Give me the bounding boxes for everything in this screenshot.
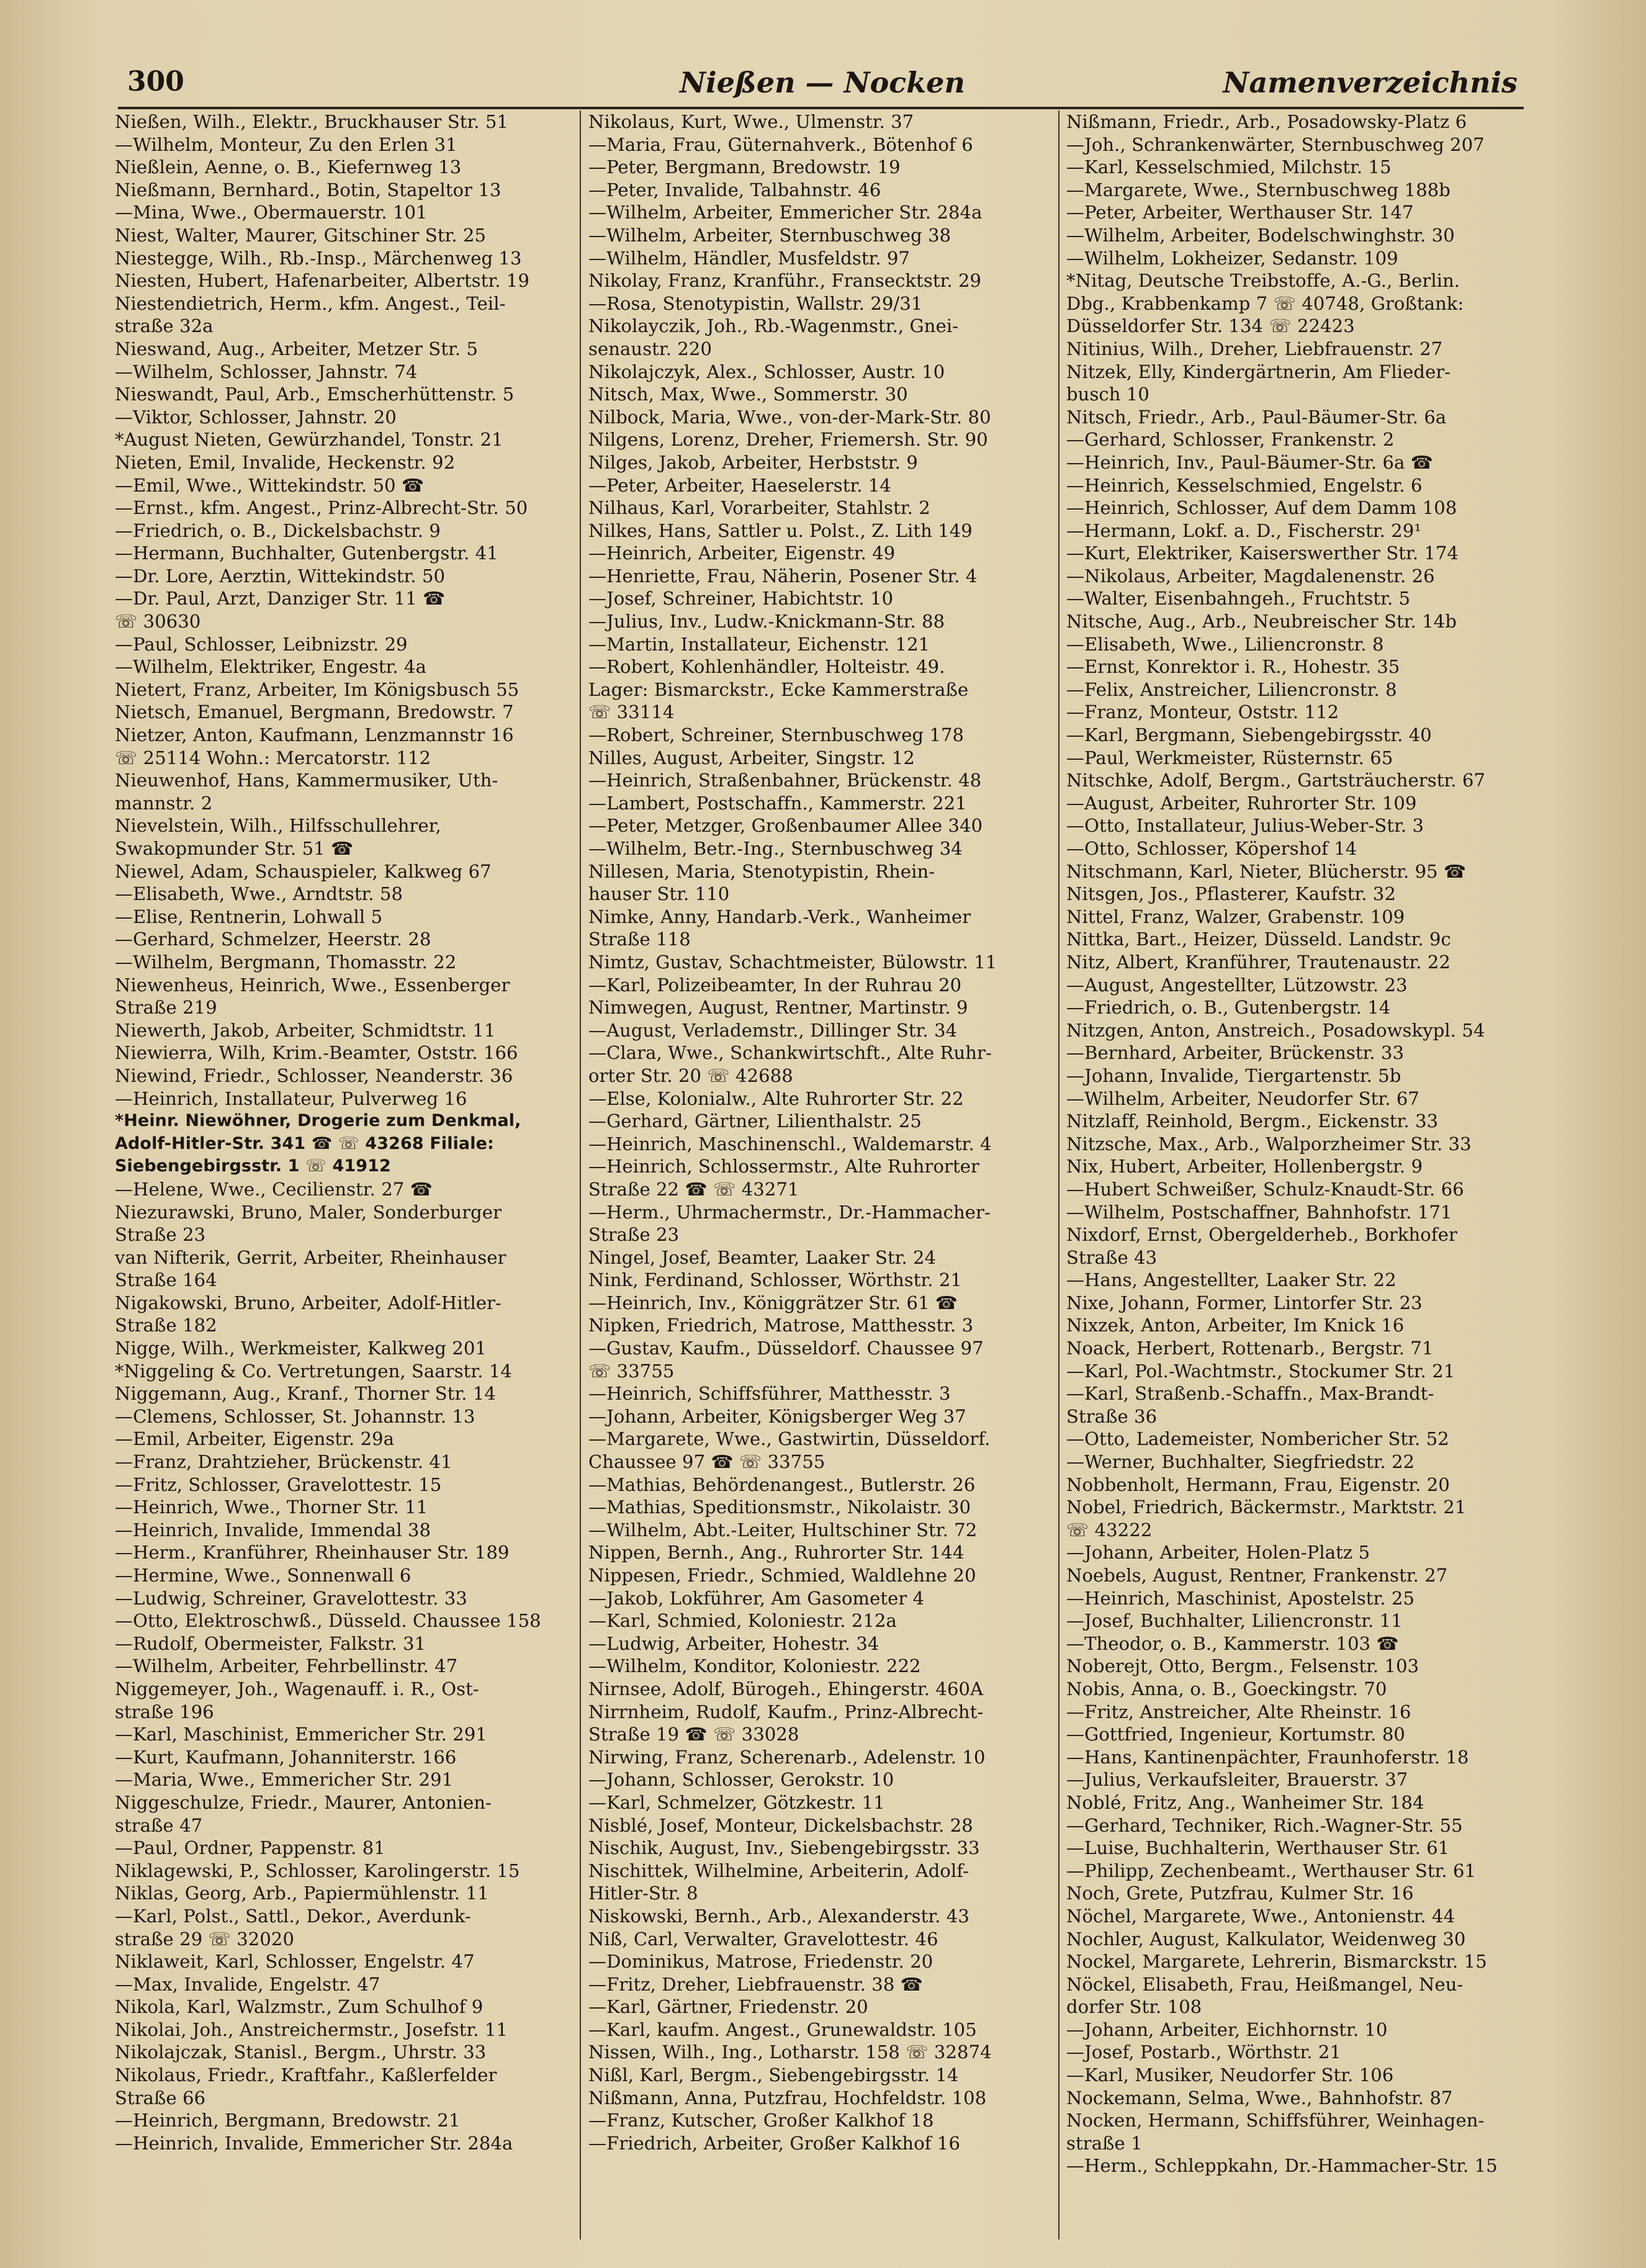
directory-entry-line: Nigge, Wilh., Werkmeister, Kalkweg 201 [115, 1338, 487, 1359]
directory-entry-line: —Peter, Metzger, Großenbaumer Allee 340 [588, 815, 983, 837]
directory-entry-line: dorfer Str. 108 [1066, 1996, 1202, 2018]
directory-entry-line: —Kurt, Kaufmann, Johanniterstr. 166 [115, 1746, 457, 1768]
directory-entry-line: Nitzsche, Max., Arb., Walporzheimer Str. 33 [1066, 1133, 1472, 1154]
column-left [115, 110, 571, 2246]
directory-entry-line: —Robert, Kohlenhändler, Holteistr. 49. [588, 656, 945, 678]
directory-entry-line: —August, Verlademstr., Dillinger Str. 34 [588, 1019, 958, 1041]
directory-entry-line: —Peter, Bergmann, Bredowstr. 19 [588, 156, 901, 178]
directory-entry-line: Niggemann, Aug., Kranf., Thorner Str. 14 [115, 1383, 497, 1405]
directory-entry-line: Nisblé, Josef, Monteur, Dickelsbachstr. 28 [588, 1814, 973, 1836]
column-divider [1058, 110, 1059, 2239]
directory-entry-line: Nippesen, Friedr., Schmied, Waldlehne 20 [588, 1565, 976, 1586]
directory-entry-line: —Heinrich, Maschinenschl., Waldemarstr. 4 [588, 1133, 992, 1154]
directory-entry-line: Niestendietrich, Herm., kfm. Angest., Teil- [115, 292, 506, 314]
directory-entry-line: —Friedrich, o. B., Dickelsbachstr. 9 [115, 520, 441, 541]
page-number: 300 [127, 66, 184, 97]
directory-entry-line: —Clemens, Schlosser, St. Johannstr. 13 [115, 1405, 475, 1427]
directory-entry-line: —Wilhelm, Konditor, Koloniestr. 222 [588, 1655, 921, 1677]
directory-entry-line: mannstr. 2 [115, 792, 213, 814]
directory-entry-line: Straße 36 [1066, 1405, 1158, 1427]
directory-entry-line: —Karl, Straßenb.-Schaffn., Max-Brandt- [1066, 1383, 1434, 1405]
directory-entry-line: —Gerhard, Schlosser, Frankenstr. 2 [1066, 429, 1395, 451]
directory-entry-line: —Hermine, Wwe., Sonnenwall 6 [115, 1565, 412, 1586]
directory-entry-line: straße 29 ☏ 32020 [115, 1928, 294, 1950]
directory-entry-line: —Karl, Schmelzer, Götzkestr. 11 [588, 1791, 885, 1813]
directory-entry-line: straße 1 [1066, 2132, 1143, 2154]
directory-entry-line: Nieten, Emil, Invalide, Heckenstr. 92 [115, 451, 456, 473]
directory-entry-line: Nitz, Albert, Kranführer, Trautenaustr. 22 [1066, 951, 1451, 973]
directory-entry-line: Nippen, Bernh., Ang., Ruhrorter Str. 144 [588, 1542, 965, 1564]
directory-entry-line: —Fritz, Dreher, Liebfrauenstr. 38 ☎ [588, 1973, 923, 1995]
directory-entry-line: Niestegge, Wilh., Rb.-Insp., Märchenweg 13 [115, 247, 522, 269]
directory-entry-line: Nimke, Anny, Handarb.-Verk., Wanheimer [588, 906, 971, 927]
directory-entry-line: Nillesen, Maria, Stenotypistin, Rhein- [588, 860, 935, 882]
directory-entry-line: Niewenheus, Heinrich, Wwe., Essenberger [115, 974, 510, 996]
directory-entry-line: ☏ 33755 [588, 1360, 675, 1382]
directory-entry-line: —Karl, Kesselschmied, Milchstr. 15 [1066, 156, 1392, 178]
directory-entry-line: —Paul, Werkmeister, Rüsternstr. 65 [1066, 747, 1393, 768]
directory-entry-line: Niewind, Friedr., Schlosser, Neanderstr. 36 [115, 1064, 513, 1086]
directory-entry-line: Nilkes, Hans, Sattler u. Polst., Z. Lith 149 [588, 520, 973, 541]
directory-entry-line: —Elisabeth, Wwe., Arndtstr. 58 [115, 883, 403, 905]
directory-entry-line: Niskowski, Bernh., Arb., Alexanderstr. 43 [588, 1905, 969, 1927]
directory-entry-line: Nikolajczak, Stanisl., Bergm., Uhrstr. 33 [115, 2041, 487, 2063]
directory-entry-line: Dbg., Krabbenkamp 7 ☏ 40748, Großtank: [1066, 292, 1464, 314]
directory-entry-line: —Gustav, Kaufm., Düsseldorf. Chaussee 97 [588, 1338, 984, 1359]
directory-entry-line: —Heinrich, Wwe., Thorner Str. 11 [115, 1496, 428, 1518]
directory-entry-line: —Ludwig, Schreiner, Gravelottestr. 33 [115, 1587, 467, 1609]
directory-entry-line: —Josef, Buchhalter, Liliencronstr. 11 [1066, 1610, 1403, 1632]
directory-entry-line: Nirrnheim, Rudolf, Kaufm., Prinz-Albrecht- [588, 1701, 984, 1722]
directory-entry-line: —Joh., Schrankenwärter, Sternbuschweg 207 [1066, 133, 1485, 155]
directory-entry-line: *Niggeling & Co. Vertretungen, Saarstr. 14 [115, 1360, 512, 1382]
directory-entry-line: Chaussee 97 ☎ ☏ 33755 [588, 1451, 825, 1473]
directory-entry-line: Nobbenholt, Hermann, Frau, Eigenstr. 20 [1066, 1474, 1450, 1495]
directory-entry-line: *Nitag, Deutsche Treibstoffe, A.-G., Berlin. [1066, 270, 1460, 292]
directory-entry-line: —Wilhelm, Abt.-Leiter, Hultschiner Str. 72 [588, 1519, 978, 1541]
directory-entry-line: —Heinrich, Installateur, Pulverweg 16 [115, 1087, 467, 1109]
directory-entry-line: Nilbock, Maria, Wwe., von-der-Mark-Str. 80 [588, 406, 991, 428]
directory-entry-line: Nitzlaff, Reinhold, Bergm., Eickenstr. 33 [1066, 1110, 1439, 1132]
directory-entry-line: Nilgens, Lorenz, Dreher, Friemersh. Str. 90 [588, 429, 988, 451]
directory-entry-line: Nixdorf, Ernst, Obergelderheb., Borkhofer [1066, 1224, 1457, 1246]
directory-entry-line: —Herm., Schleppkahn, Dr.-Hammacher-Str. 15 [1066, 2155, 1498, 2177]
directory-entry-line: —Wilhelm, Betr.-Ing., Sternbuschweg 34 [588, 838, 963, 859]
directory-entry-line: Noblé, Fritz, Ang., Wanheimer Str. 184 [1066, 1791, 1424, 1813]
directory-entry-line: ☏ 30630 [115, 611, 201, 632]
directory-entry-line: ☏ 33114 [588, 701, 675, 723]
directory-entry-line: Nikolai, Joh., Anstreichermstr., Josefstr. 11 [115, 2018, 508, 2040]
directory-entry-line: Nilles, August, Arbeiter, Singstr. 12 [588, 747, 915, 768]
directory-entry-line: Nixe, Johann, Former, Lintorfer Str. 23 [1066, 1292, 1423, 1313]
directory-entry-line: senaustr. 220 [588, 338, 712, 359]
directory-entry-line: —Ernst, Konrektor i. R., Hohestr. 35 [1066, 656, 1400, 678]
directory-entry-line: —Wilhelm, Arbeiter, Sternbuschweg 38 [588, 224, 951, 246]
directory-entry-line: —Dr. Paul, Arzt, Danziger Str. 11 ☎ [115, 588, 446, 610]
directory-entry-line: —Ernst., kfm. Angest., Prinz-Albrecht-Str. 50 [115, 497, 528, 519]
directory-entry-line: straße 47 [115, 1814, 203, 1836]
directory-entry-line: Nochler, August, Kalkulator, Weidenweg 30 [1066, 1928, 1466, 1950]
directory-entry-line: Nischik, August, Inv., Siebengebirgsstr. 33 [588, 1837, 980, 1859]
directory-entry-line: —Clara, Wwe., Schankwirtschft., Alte Ruhr- [588, 1042, 992, 1064]
directory-entry-line: ☏ 25114 Wohn.: Mercatorstr. 112 [115, 747, 431, 768]
directory-entry-line: —Friedrich, o. B., Gutenbergstr. 14 [1066, 997, 1391, 1019]
directory-entry-line: Swakopmunder Str. 51 ☎ [115, 838, 354, 859]
directory-entry-line: Niklaweit, Karl, Schlosser, Engelstr. 47 [115, 1951, 475, 1973]
directory-entry-line: Nikola, Karl, Walzmstr., Zum Schulhof 9 [115, 1996, 483, 2018]
column-divider [580, 110, 581, 2239]
directory-entry-line: —Franz, Kutscher, Großer Kalkhof 18 [588, 2110, 934, 2131]
directory-entry-line: Nitschmann, Karl, Nieter, Blücherstr. 95 ☎ [1066, 860, 1467, 882]
directory-entry-line: Straße 182 [115, 1315, 217, 1336]
directory-entry-line: —Johann, Arbeiter, Eichhornstr. 10 [1066, 2018, 1388, 2040]
directory-entry-line: —Mathias, Behördenangest., Butlerstr. 26 [588, 1474, 976, 1495]
directory-entry-line: Nißl, Karl, Bergm., Siebengebirgsstr. 14 [588, 2064, 959, 2086]
directory-entry-line: Nievelstein, Wilh., Hilfsschullehrer, [115, 815, 441, 837]
directory-entry-line: —Otto, Schlosser, Köpershof 14 [1066, 838, 1357, 859]
directory-entry-line: straße 196 [115, 1701, 214, 1722]
directory-entry-line: —Max, Invalide, Engelstr. 47 [115, 1973, 380, 1995]
directory-entry-line: —Gerhard, Schmelzer, Heerstr. 28 [115, 929, 431, 950]
directory-entry-line: Niewel, Adam, Schauspieler, Kalkweg 67 [115, 860, 492, 882]
directory-entry-line: —Gerhard, Techniker, Rich.-Wagner-Str. 55 [1066, 1814, 1463, 1836]
directory-entry-line: —Werner, Buchhalter, Siegfriedstr. 22 [1066, 1451, 1415, 1473]
directory-entry-line: Nikolajczyk, Alex., Schlosser, Austr. 10 [588, 361, 945, 382]
directory-entry-line: —Franz, Monteur, Oststr. 112 [1066, 701, 1339, 723]
directory-entry-line: —Heinrich, Bergmann, Bredowstr. 21 [115, 2110, 461, 2131]
directory-entry-line: —Philipp, Zechenbeamt., Werthauser Str. 61 [1066, 1860, 1477, 1881]
directory-entry-line: —Hubert Schweißer, Schulz-Knaudt-Str. 66 [1066, 1178, 1464, 1200]
directory-entry-line: —Heinrich, Invalide, Immendal 38 [115, 1519, 431, 1541]
directory-entry-line: Straße 23 [115, 1224, 206, 1246]
directory-entry-line: hauser Str. 110 [588, 883, 730, 905]
directory-entry-line: Nix, Hubert, Arbeiter, Hollenbergstr. 9 [1066, 1156, 1423, 1177]
directory-entry-line: —Karl, Schmied, Koloniestr. 212a [588, 1610, 897, 1632]
directory-entry-line: —Josef, Schreiner, Habichtstr. 10 [588, 588, 894, 610]
directory-entry-line: —Wilhelm, Bergmann, Thomasstr. 22 [115, 951, 457, 973]
directory-entry-line: Niest, Walter, Maurer, Gitschiner Str. 25 [115, 224, 487, 246]
directory-entry-line: Düsseldorfer Str. 134 ☏ 22423 [1066, 315, 1355, 337]
directory-entry-line: —Luise, Buchhalterin, Werthauser Str. 61 [1066, 1837, 1450, 1859]
directory-entry-line: —Rudolf, Obermeister, Falkstr. 31 [115, 1632, 426, 1654]
directory-entry-line: —Jakob, Lokführer, Am Gasometer 4 [588, 1587, 925, 1609]
directory-entry-line: —Hans, Kantinenpächter, Fraunhoferstr. 18 [1066, 1746, 1469, 1768]
directory-entry-line: Straße 43 [1066, 1246, 1158, 1268]
directory-entry-line: *Heinr. Niewöhner, Drogerie zum Denkmal, [115, 1111, 521, 1131]
section-title: Namenverzeichnis [1223, 66, 1518, 99]
directory-entry-line: —Else, Kolonialw., Alte Ruhrorter Str. 22 [588, 1087, 964, 1109]
directory-entry-line: —Martin, Installateur, Eichenstr. 121 [588, 633, 930, 655]
directory-entry-line: Nimwegen, August, Rentner, Martinstr. 9 [588, 997, 968, 1019]
directory-entry-line: Nießen, Wilh., Elektr., Bruckhauser Str. 51 [115, 111, 509, 132]
directory-entry-line: —Kurt, Elektriker, Kaiserswerther Str. 174 [1066, 542, 1459, 564]
directory-entry-line: —Margarete, Wwe., Gastwirtin, Düsseldorf. [588, 1428, 991, 1450]
directory-entry-line: —Viktor, Schlosser, Jahnstr. 20 [115, 406, 397, 428]
directory-entry-line: Niezurawski, Bruno, Maler, Sonderburger [115, 1201, 502, 1223]
directory-entry-line: —Wilhelm, Arbeiter, Emmericher Str. 284a [588, 202, 983, 223]
directory-entry-line: —Julius, Verkaufsleiter, Brauerstr. 37 [1066, 1769, 1408, 1791]
directory-entry-line: —Emil, Wwe., Wittekindstr. 50 ☎ [115, 474, 425, 496]
directory-entry-line: Nobis, Anna, o. B., Goeckingstr. 70 [1066, 1678, 1387, 1699]
directory-entry-line: Nobel, Friedrich, Bäckermstr., Marktstr. 21 [1066, 1496, 1467, 1518]
directory-entry-line: —Fritz, Schlosser, Gravelottestr. 15 [115, 1474, 442, 1495]
directory-entry-line: Straße 118 [588, 929, 691, 950]
directory-entry-line: orter Str. 20 ☏ 42688 [588, 1064, 793, 1086]
column-middle [588, 110, 1051, 2246]
directory-entry-line: Noack, Herbert, Rottenarb., Bergstr. 71 [1066, 1338, 1434, 1359]
directory-entry-line: Niewerth, Jakob, Arbeiter, Schmidtstr. 11 [115, 1019, 496, 1041]
directory-entry-line: —Mina, Wwe., Obermauerstr. 101 [115, 202, 428, 223]
directory-entry-line: —Bernhard, Arbeiter, Brückenstr. 33 [1066, 1042, 1405, 1064]
directory-entry-line: —Ludwig, Arbeiter, Hohestr. 34 [588, 1632, 879, 1654]
directory-entry-line: —Helene, Wwe., Cecilienstr. 27 ☎ [115, 1178, 433, 1200]
directory-entry-line: Nitsgen, Jos., Pflasterer, Kaufstr. 32 [1066, 883, 1396, 905]
directory-entry-line: Nittka, Bart., Heizer, Düsseld. Landstr. 9c [1066, 929, 1451, 950]
directory-entry-line: Nißmann, Anna, Putzfrau, Hochfeldstr. 108 [588, 2087, 987, 2108]
directory-entry-line: —Henriette, Frau, Näherin, Posener Str. 4 [588, 565, 978, 587]
directory-entry-line: —Hans, Angestellter, Laaker Str. 22 [1066, 1269, 1396, 1291]
directory-entry-line: —Nikolaus, Arbeiter, Magdalenenstr. 26 [1066, 565, 1435, 587]
directory-entry-line: —Hermann, Lokf. a. D., Fischerstr. 29¹ [1066, 520, 1422, 541]
directory-entry-line: Adolf-Hitler-Str. 341 ☎ ☏ 43268 Filiale: [115, 1133, 494, 1153]
directory-entry-line: Nittel, Franz, Walzer, Grabenstr. 109 [1066, 906, 1405, 927]
directory-entry-line: busch 10 [1066, 384, 1149, 405]
directory-entry-line: Nixzek, Anton, Arbeiter, Im Knick 16 [1066, 1315, 1405, 1336]
directory-entry-line: Niggeschulze, Friedr., Maurer, Antonien- [115, 1791, 492, 1813]
directory-entry-line: Nitschke, Adolf, Bergm., Gartsträucherstr. 67 [1066, 770, 1486, 791]
directory-entry-line: Nimtz, Gustav, Schachtmeister, Bülowstr. 11 [588, 951, 997, 973]
directory-entry-line: Nikolaus, Friedr., Kraftfahr., Kaßlerfelder [115, 2064, 497, 2086]
column-right [1066, 110, 1529, 2246]
directory-entry-line: Nilhaus, Karl, Vorarbeiter, Stahlstr. 2 [588, 497, 930, 519]
directory-entry-line: Noebels, August, Rentner, Frankenstr. 27 [1066, 1565, 1448, 1586]
directory-entry-line: —Felix, Anstreicher, Liliencronstr. 8 [1066, 678, 1397, 700]
directory-entry-line: Nitzek, Elly, Kindergärtnerin, Am Flieder- [1066, 361, 1451, 382]
directory-entry-line: —Karl, Polst., Sattl., Dekor., Averdunk- [115, 1905, 471, 1927]
directory-entry-line: —Karl, Musiker, Neudorfer Str. 106 [1066, 2064, 1394, 2086]
directory-entry-line: —Wilhelm, Lokheizer, Sedanstr. 109 [1066, 247, 1398, 269]
directory-entry-line: —Theodor, o. B., Kammerstr. 103 ☎ [1066, 1632, 1399, 1654]
directory-entry-line: —Otto, Lademeister, Nombericher Str. 52 [1066, 1428, 1449, 1450]
directory-entry-line: —Karl, Pol.-Wachtmstr., Stockumer Str. 21 [1066, 1360, 1455, 1382]
directory-entry-line: —Karl, Maschinist, Emmericher Str. 291 [115, 1724, 487, 1745]
directory-entry-line: —Maria, Frau, Güternahverk., Bötenhof 6 [588, 133, 973, 155]
directory-entry-line: Nieswandt, Paul, Arb., Emscherhüttenstr. 5 [115, 384, 515, 405]
directory-entry-line: —Gottfried, Ingenieur, Kortumstr. 80 [1066, 1724, 1405, 1745]
directory-entry-line: Straße 23 [588, 1224, 680, 1246]
directory-entry-line: Nißmann, Friedr., Arb., Posadowsky-Platz 6 [1066, 111, 1467, 132]
directory-entry-line: —Maria, Wwe., Emmericher Str. 291 [115, 1769, 454, 1791]
directory-entry-line: —Robert, Schreiner, Sternbuschweg 178 [588, 724, 965, 746]
directory-entry-line: Niß, Carl, Verwalter, Gravelottestr. 46 [588, 1928, 938, 1950]
directory-entry-line: Nietzer, Anton, Kaufmann, Lenzmannstr 16 [115, 724, 514, 746]
directory-entry-line: —Karl, kaufm. Angest., Grunewaldstr. 105 [588, 2018, 977, 2040]
directory-entry-line: —Heinrich, Schlossermstr., Alte Ruhrorter [588, 1156, 979, 1177]
directory-entry-line: Nietsch, Emanuel, Bergmann, Bredowstr. 7 [115, 701, 514, 723]
directory-entry-line: Nilges, Jakob, Arbeiter, Herbststr. 9 [588, 451, 918, 473]
directory-entry-line: —Heinrich, Inv., Paul-Bäumer-Str. 6a ☎ [1066, 451, 1433, 473]
header-rule [118, 107, 1524, 109]
directory-entry-line: Nikolayczik, Joh., Rb.-Wagenmstr., Gnei- [588, 315, 959, 337]
directory-entry-line: Noch, Grete, Putzfrau, Kulmer Str. 16 [1066, 1883, 1414, 1904]
directory-entry-line: —August, Angestellter, Lützowstr. 23 [1066, 974, 1408, 996]
directory-entry-line: Nießmann, Bernhard., Botin, Stapeltor 13 [115, 179, 501, 200]
directory-entry-line: —Heinrich, Straßenbahner, Brückenstr. 48 [588, 770, 982, 791]
directory-entry-line: Nitzgen, Anton, Anstreich., Posadowskypl. 54 [1066, 1019, 1485, 1041]
directory-entry-line: Nirnsee, Adolf, Bürogeh., Ehingerstr. 460A [588, 1678, 984, 1699]
directory-entry-line: Hitler-Str. 8 [588, 1883, 698, 1904]
directory-entry-line: *August Nieten, Gewürzhandel, Tonstr. 21 [115, 429, 503, 451]
directory-entry-line: Nigakowski, Bruno, Arbeiter, Adolf-Hitler- [115, 1292, 501, 1313]
directory-entry-line: —Dr. Lore, Aerztin, Wittekindstr. 50 [115, 565, 446, 587]
directory-entry-line: —Fritz, Anstreicher, Alte Rheinstr. 16 [1066, 1701, 1411, 1722]
directory-entry-line: —Franz, Drahtzieher, Brückenstr. 41 [115, 1451, 452, 1473]
directory-entry-line: Ningel, Josef, Beamter, Laaker Str. 24 [588, 1246, 937, 1268]
directory-entry-line: Straße 164 [115, 1269, 217, 1291]
directory-entry-line: Nikolay, Franz, Kranführ., Fransecktstr. 29 [588, 270, 982, 292]
directory-entry-line: —Wilhelm, Arbeiter, Neudorfer Str. 67 [1066, 1087, 1419, 1109]
directory-entry-line: —Peter, Arbeiter, Haeselerstr. 14 [588, 474, 891, 496]
directory-entry-line: —Heinrich, Arbeiter, Eigenstr. 49 [588, 542, 896, 564]
directory-entry-line: —Otto, Elektroschwß., Düsseld. Chaussee 158 [115, 1610, 541, 1632]
directory-entry-line: Nockel, Margarete, Lehrerin, Bismarckstr. 15 [1066, 1951, 1487, 1973]
directory-entry-line: —Heinrich, Invalide, Emmericher Str. 284a [115, 2132, 513, 2154]
directory-entry-line: Noberejt, Otto, Bergm., Felsenstr. 103 [1066, 1655, 1419, 1677]
directory-entry-line: —Dominikus, Matrose, Friedenstr. 20 [588, 1951, 933, 1973]
directory-entry-line: Nieswand, Aug., Arbeiter, Metzer Str. 5 [115, 338, 479, 359]
directory-entry-line: —Karl, Polizeibeamter, In der Ruhrau 20 [588, 974, 962, 996]
directory-entry-line: ☏ 43222 [1066, 1519, 1153, 1541]
directory-entry-line: Niggemeyer, Joh., Wagenauff. i. R., Ost- [115, 1678, 479, 1699]
directory-entry-line: —Karl, Gärtner, Friedenstr. 20 [588, 1996, 868, 2018]
directory-entry-line: —Heinrich, Inv., Königgrätzer Str. 61 ☎ [588, 1292, 958, 1313]
directory-entry-line: —Herm., Uhrmachermstr., Dr.-Hammacher- [588, 1201, 991, 1223]
directory-entry-line: Nink, Ferdinand, Schlosser, Wörthstr. 21 [588, 1269, 962, 1291]
directory-entry-line: —Walter, Eisenbahngeh., Fruchtstr. 5 [1066, 588, 1411, 610]
directory-entry-line: —Wilhelm, Monteur, Zu den Erlen 31 [115, 133, 457, 155]
page-title: Nießen — Nocken [680, 66, 965, 99]
directory-entry-line: Straße 19 ☎ ☏ 33028 [588, 1724, 799, 1745]
directory-entry-line: —Lambert, Postschaffn., Kammerstr. 221 [588, 792, 967, 814]
directory-entry-line: Nöckel, Elisabeth, Frau, Heißmangel, Neu- [1066, 1973, 1464, 1995]
directory-entry-line: —Heinrich, Schlosser, Auf dem Damm 108 [1066, 497, 1457, 519]
directory-entry-line: —Friedrich, Arbeiter, Großer Kalkhof 16 [588, 2132, 961, 2154]
directory-entry-line: —Josef, Postarb., Wörthstr. 21 [1066, 2041, 1342, 2063]
directory-entry-line: —Peter, Arbeiter, Werthauser Str. 147 [1066, 202, 1414, 223]
directory-entry-line: —Elise, Rentnerin, Lohwall 5 [115, 906, 383, 927]
directory-entry-line: Nockemann, Selma, Wwe., Bahnhofstr. 87 [1066, 2087, 1453, 2108]
directory-entry-line: Nöchel, Margarete, Wwe., Antonienstr. 44 [1066, 1905, 1455, 1927]
directory-entry-line: Straße 219 [115, 997, 217, 1019]
directory-entry-line: —Paul, Ordner, Pappenstr. 81 [115, 1837, 385, 1859]
directory-entry-line: Nirwing, Franz, Scherenarb., Adelenstr. 10 [588, 1746, 986, 1768]
directory-entry-line: —Herm., Kranführer, Rheinhauser Str. 189 [115, 1542, 510, 1564]
directory-entry-line: Nitsch, Friedr., Arb., Paul-Bäumer-Str. 6a [1066, 406, 1447, 428]
directory-entry-line: Nikolaus, Kurt, Wwe., Ulmenstr. 37 [588, 111, 914, 132]
directory-entry-line: Siebengebirgsstr. 1 ☏ 41912 [115, 1156, 391, 1176]
directory-entry-line: —Johann, Arbeiter, Holen-Platz 5 [1066, 1542, 1370, 1564]
directory-entry-line: —Wilhelm, Postschaffner, Bahnhofstr. 171 [1066, 1201, 1452, 1223]
directory-entry-line: —Wilhelm, Schlosser, Jahnstr. 74 [115, 361, 418, 382]
directory-entry-line: —Johann, Schlosser, Gerokstr. 10 [588, 1769, 894, 1791]
directory-entry-line: —Johann, Invalide, Tiergartenstr. 5b [1066, 1064, 1401, 1086]
directory-entry-line: Nießlein, Aenne, o. B., Kiefernweg 13 [115, 156, 462, 178]
directory-entry-line: —Johann, Arbeiter, Königsberger Weg 37 [588, 1405, 966, 1427]
directory-entry-line: —Hermann, Buchhalter, Gutenbergstr. 41 [115, 542, 498, 564]
directory-entry-line: —Mathias, Speditionsmstr., Nikolaistr. 30 [588, 1496, 971, 1518]
directory-entry-line: —Wilhelm, Händler, Musfeldstr. 97 [588, 247, 911, 269]
directory-entry-line: Nieuwenhof, Hans, Kammermusiker, Uth- [115, 770, 498, 791]
page-header [127, 62, 1518, 106]
directory-entry-line: —Margarete, Wwe., Sternbuschweg 188b [1066, 179, 1450, 200]
directory-entry-line: —Heinrich, Kesselschmied, Engelstr. 6 [1066, 474, 1423, 496]
directory-entry-line: —Paul, Schlosser, Leibnizstr. 29 [115, 633, 408, 655]
directory-entry-line: —Rosa, Stenotypistin, Wallstr. 29/31 [588, 292, 923, 314]
directory-entry-line: —August, Arbeiter, Ruhrorter Str. 109 [1066, 792, 1417, 814]
directory-entry-line: Nitsche, Aug., Arb., Neubreischer Str. 14b [1066, 611, 1457, 632]
directory-entry-line: —Wilhelm, Arbeiter, Fehrbellinstr. 47 [115, 1655, 458, 1677]
directory-entry-line: Nietert, Franz, Arbeiter, Im Königsbusch 55 [115, 678, 519, 700]
directory-entry-line: Niklas, Georg, Arb., Papiermühlenstr. 11 [115, 1883, 489, 1904]
directory-entry-line: —Otto, Installateur, Julius-Weber-Str. 3 [1066, 815, 1424, 837]
directory-entry-line: Nocken, Hermann, Schiffsführer, Weinhagen- [1066, 2110, 1485, 2131]
directory-entry-line: —Wilhelm, Elektriker, Engestr. 4a [115, 656, 426, 678]
directory-entry-line: van Nifterik, Gerrit, Arbeiter, Rheinhauser [115, 1246, 506, 1268]
directory-entry-line: —Karl, Bergmann, Siebengebirgsstr. 40 [1066, 724, 1432, 746]
directory-entry-line: Nipken, Friedrich, Matrose, Matthesstr. 3 [588, 1315, 974, 1336]
directory-entry-line: —Emil, Arbeiter, Eigenstr. 29a [115, 1428, 395, 1450]
directory-entry-line: —Heinrich, Schiffsführer, Matthesstr. 3 [588, 1383, 951, 1405]
directory-entry-line: Nissen, Wilh., Ing., Lotharstr. 158 ☏ 32874 [588, 2041, 992, 2063]
directory-entry-line: Niewierra, Wilh, Krim.-Beamter, Oststr. 166 [115, 1042, 518, 1064]
directory-entry-line: —Peter, Invalide, Talbahnstr. 46 [588, 179, 881, 200]
directory-entry-line: —Gerhard, Gärtner, Lilienthalstr. 25 [588, 1110, 922, 1132]
directory-entry-line: —Julius, Inv., Ludw.-Knickmann-Str. 88 [588, 611, 945, 632]
directory-entry-line: Straße 22 ☎ ☏ 43271 [588, 1178, 799, 1200]
directory-entry-line: —Elisabeth, Wwe., Liliencronstr. 8 [1066, 633, 1384, 655]
directory-entry-line: Nitsch, Max, Wwe., Sommerstr. 30 [588, 384, 908, 405]
directory-entry-line: —Heinrich, Maschinist, Apostelstr. 25 [1066, 1587, 1415, 1609]
directory-entry-line: Niesten, Hubert, Hafenarbeiter, Albertstr. 19 [115, 270, 530, 292]
directory-entry-line: Niklagewski, P., Schlosser, Karolingerstr. 15 [115, 1860, 520, 1881]
directory-entry-line: Straße 66 [115, 2087, 206, 2108]
directory-entry-line: straße 32a [115, 315, 214, 337]
directory-entry-line: —Wilhelm, Arbeiter, Bodelschwinghstr. 30 [1066, 224, 1455, 246]
directory-entry-line: Nitinius, Wilh., Dreher, Liebfrauenstr. 27 [1066, 338, 1443, 359]
directory-entry-line: Lager: Bismarckstr., Ecke Kammerstraße [588, 678, 969, 700]
directory-entry-line: Nischittek, Wilhelmine, Arbeiterin, Adolf- [588, 1860, 969, 1881]
